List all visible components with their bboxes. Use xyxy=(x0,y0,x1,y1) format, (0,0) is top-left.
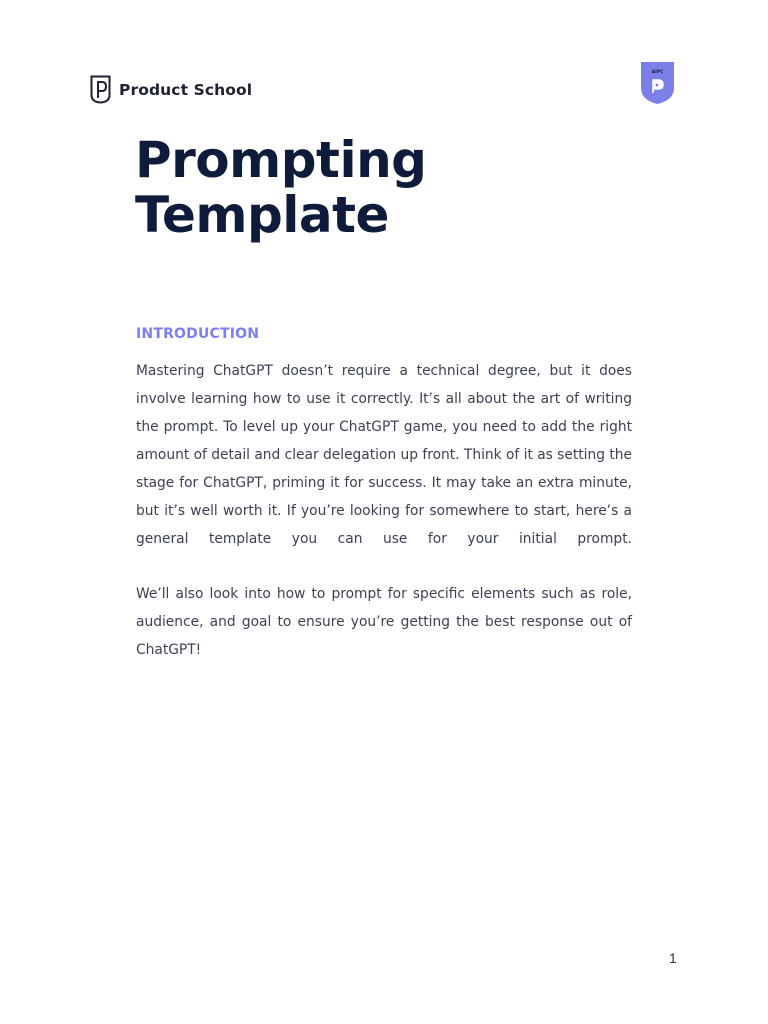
product-school-shield-icon xyxy=(90,75,111,104)
aipc-badge xyxy=(641,62,674,104)
intro-paragraph-1: Mastering ChatGPT doesn’t require a technical degree, but it does involve learning how to use it correctly. It’s all about the art of writing the prompt. To level up your ChatGPT game, you need to add the right amount of detail and clear delegation up front. Think of it as setting the stage for ChatGPT, priming it for success. It may take an extra minute, but it’s well worth it. If you’re looking for somewhere to start, here’s a general template you can use for your initial prompt. xyxy=(136,363,632,547)
page-title xyxy=(135,133,426,243)
logo-text: Product School xyxy=(119,80,253,99)
product-school-logo xyxy=(90,75,252,104)
title-line-1: Prompting xyxy=(135,131,427,189)
title-line-2: Template xyxy=(135,186,389,244)
page-number: 1 xyxy=(669,950,677,966)
intro-paragraph-2: We’ll also look into how to prompt for specific elements such as role, audience, and goal to ensure you’re getting the best response out of ChatGPT! xyxy=(136,586,632,658)
section-heading-introduction: INTRODUCTION xyxy=(136,326,260,342)
badge-label: AIPC xyxy=(651,70,664,75)
aipc-badge-icon xyxy=(641,62,674,104)
